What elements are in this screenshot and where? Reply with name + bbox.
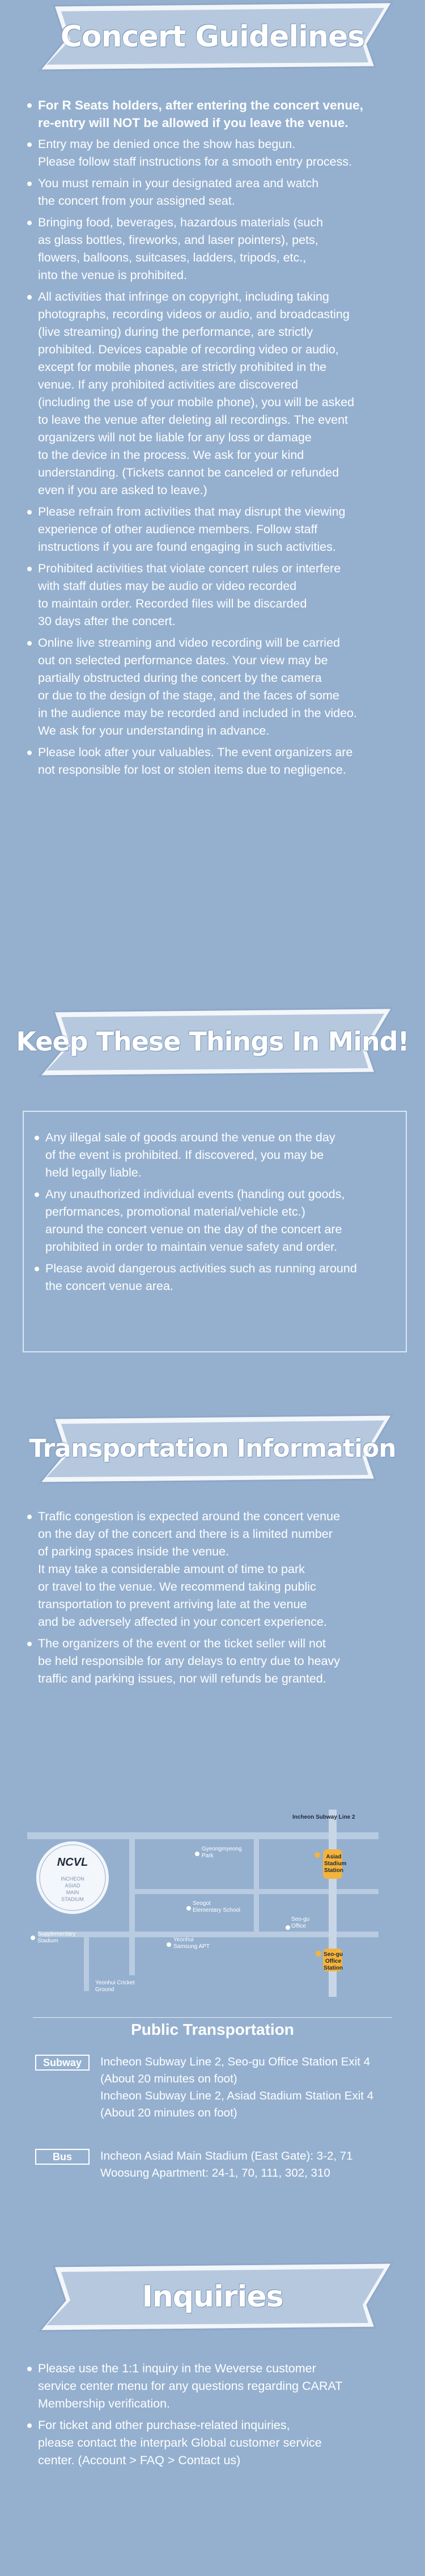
apt-label: Yeonhui Samsung APT — [173, 1937, 210, 1950]
list-item: Please refrain from activities that may disrupt the viewing experience of other audience members. Follow staff instructions if you are found engaging in such activities. — [26, 503, 400, 556]
bus-text: Incheon Asiad Main Stadium (East Gate): 3-2, 71 Woosung Apartment: 24-1, 70, 111, 302, 310 — [100, 2149, 353, 2179]
subway-line-label: Incheon Subway Line 2 — [292, 1814, 355, 1820]
list-item: All activities that infringe on copyright, including taking photographs, recording videos or audio, and broadcasting (live streaming) during the performance, are strictly prohibited. Devices capable of recording video or audio, except for mobile phones, are strictly prohibited in the venue. If any prohibited activities are discovered (including the use of your mobile phone), you will be asked to leave the venue after deleting all recordings. The event organizers will not be liable for any loss or damage to the device in the process. We ask for your kind understanding. (Tickets cannot be canceled or refunded even if you are asked to leave.) — [26, 288, 400, 499]
list-item: Any unauthorized individual events (handing out goods, performances, promotional material/vehicle etc.) around the concert venue on the day of the concert are prohibited in order to maintain venue safety and order. — [33, 1186, 396, 1256]
bus-row — [35, 2148, 398, 2187]
list-item: Any illegal sale of goods around the venue on the day of the event is prohibited. If discovered, you may be held legally liable. — [33, 1129, 396, 1182]
inquiries-title: Inquiries — [142, 2280, 283, 2314]
stadium2-label: Supplementary Stadium — [37, 1931, 76, 1944]
inquiries-list — [26, 2360, 400, 2473]
school-label: Seogot Elementary School — [193, 1900, 240, 1913]
list-item: For R Seats holders, after entering the concert venue, re-entry will NOT be allowed if you leave the venue. — [26, 96, 400, 132]
park-label: Gyeongmyeong Park — [202, 1846, 242, 1859]
seogu-station-label: Seo-gu Office Station — [324, 1951, 343, 1971]
list-item: You must remain in your designated area and watch the concert from your assigned seat. — [26, 175, 400, 210]
subway-row — [35, 2054, 398, 2127]
list-item: The organizers of the event or the ticket seller will not be held responsible for any delays to entry due to heavy traffic and parking issues, nor will refunds be granted. — [26, 1635, 400, 1688]
subway-badge: Subway — [35, 2055, 90, 2071]
asiad-station-label: Asiad Stadium Station — [324, 1854, 347, 1874]
list-item: Entry may be denied once the show has begun. Please follow staff instructions for a smooth entry process. — [26, 136, 400, 171]
transport-banner — [0, 1413, 425, 1498]
bus-badge: Bus — [35, 2149, 90, 2165]
cricket-label: Yeonhui Cricket Ground — [95, 1980, 135, 1993]
venue-map — [27, 1810, 398, 1997]
list-item: Please look after your valuables. The event organizers are not responsible for lost or stolen items due to negligence. — [26, 744, 400, 779]
transport-title: Transportation Information — [29, 1434, 396, 1463]
venue-name: INCHEON ASIAD MAIN STADIUM — [61, 1876, 84, 1902]
list-item: Traffic congestion is expected around the concert venue on the day of the concert and there is a limited number of parking spaces inside the venue. It may take a considerable amount of time to park or travel to the venue. We recommend taking public transportation to prevent arriving late at the venue and be adversely affected in your concert experience. — [26, 1508, 400, 1631]
list-item: Please use the 1:1 inquiry in the Weverse customer service center menu for any questions regarding CARAT Membership verification. — [26, 2360, 400, 2413]
guidelines-list — [26, 96, 400, 783]
subway-text: Incheon Subway Line 2, Seo-gu Office Station Exit 4 (About 20 minutes on foot) Incheon Subway Line 2, Asiad Stadium Station Exit 4 (About 20 minutes on foot) — [100, 2055, 374, 2119]
guidelines-title: Concert Guidelines — [60, 20, 365, 54]
public-transport-title: Public Transportation — [131, 2021, 294, 2038]
list-item: Bringing food, beverages, hazardous materials (such as glass bottles, fireworks, and laser pointers), pets, flowers, balloons, suitcases, ladders, tripods, etc., into the venue is prohibited. — [26, 214, 400, 284]
transport-list — [26, 1508, 400, 1692]
list-item: For ticket and other purchase-related inquiries, please contact the interpark Global customer service center. (Account > FAQ > Contact us) — [26, 2417, 400, 2469]
mind-list — [33, 1129, 396, 1299]
seogu-office-label: Seo-gu Office — [291, 1916, 310, 1929]
guidelines-banner — [0, 0, 425, 85]
mind-title: Keep These Things In Mind! — [16, 1026, 409, 1057]
venue-logo: NCVL — [57, 1856, 88, 1869]
mind-banner — [0, 1006, 425, 1091]
divider — [33, 2017, 392, 2018]
list-item: Online live streaming and video recording will be carried out on selected performance dates. Your view may be partially obstructed during the concert by the camera or due to the design of the stage, and the faces of some in the audience may be recorded and included in the video. We ask for your understanding in advance. — [26, 634, 400, 740]
inquiries-banner — [0, 2261, 425, 2346]
list-item: Prohibited activities that violate concert rules or interfere with staff duties may be audio or video recorded to maintain order. Recorded files will be discarded 30 days after the concert. — [26, 560, 400, 630]
list-item: Please avoid dangerous activities such as running around the concert venue area. — [33, 1260, 396, 1295]
